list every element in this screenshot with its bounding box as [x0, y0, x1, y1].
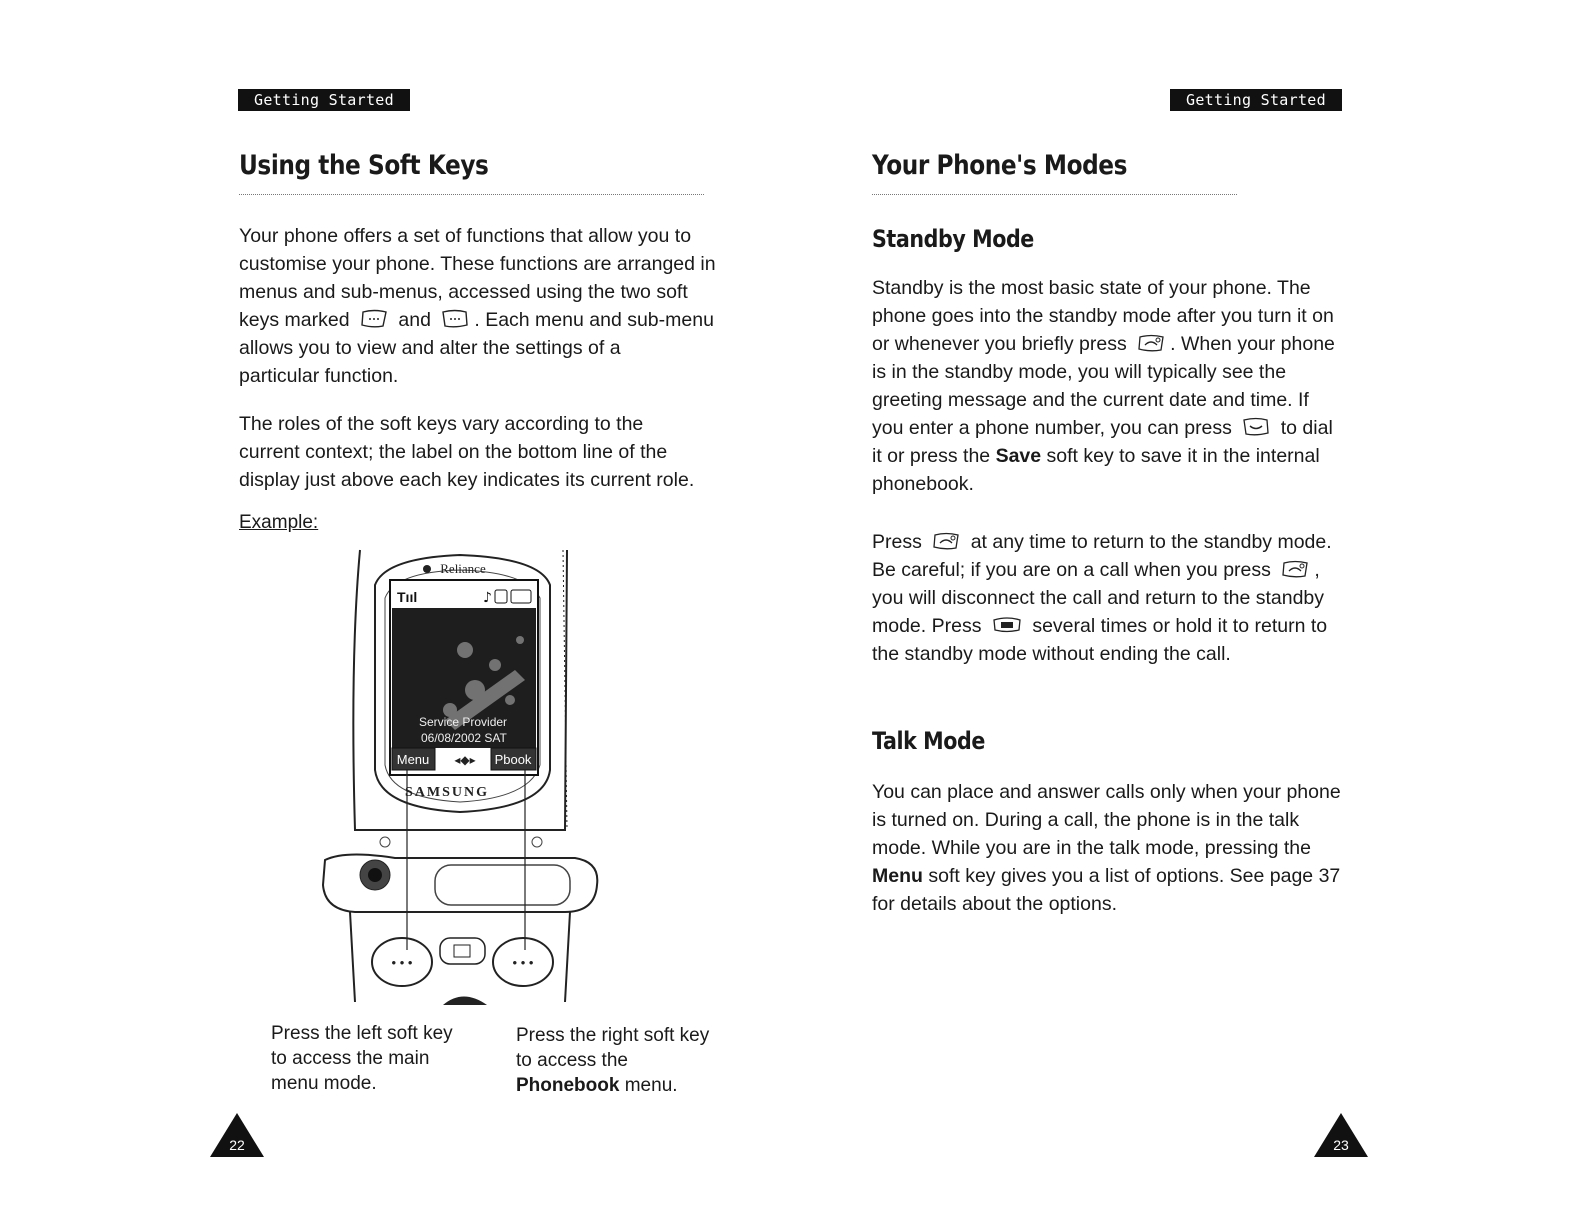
right-softkey-caption [516, 1023, 716, 1098]
left-softkey-caption: Press the left soft key to access the main menu mode. [271, 1023, 453, 1094]
text-fragment: Standby is the most basic state of your phone. The phone goes into the standby mode after you turn it on or whenever you briefly press [872, 277, 1334, 355]
right-page [792, 0, 1584, 1223]
text-fragment: to dial it or press the [872, 417, 1333, 467]
end-power-key-icon [1280, 559, 1310, 579]
text-line [239, 306, 719, 334]
page-title: Using the Soft Keys [239, 150, 489, 181]
title-divider [239, 194, 704, 195]
section-tab: Getting Started [1170, 89, 1342, 111]
text-fragment: . When your phone is in the standby mode, you will typically see the greeting message and the current date and time. If you enter a phone number, you can press [872, 333, 1335, 439]
ringer-icon: ♪ [483, 590, 492, 606]
key-dots: • • • [512, 955, 534, 970]
text-fragment: soft key to save it in the internal phonebook. [872, 445, 1320, 495]
section-tab: Getting Started [238, 89, 410, 111]
caption-text: menu. [624, 1075, 678, 1096]
text-fragment: , you will disconnect the call and return to the standby mode. Press [872, 559, 1325, 637]
send-key-icon [1241, 417, 1271, 437]
page-title: Your Phone's Modes [872, 150, 1128, 181]
screen-date-text: 06/08/2002 SAT [421, 731, 507, 745]
text-line: customise your phone. These functions are arranged in [239, 253, 716, 275]
clear-key-icon [991, 615, 1023, 635]
text-fragment: . Each menu and sub-menu [474, 309, 714, 331]
caption-bold-text: Phonebook [516, 1075, 620, 1096]
caption-text: Press the right soft key to access the [516, 1025, 710, 1071]
end-power-key-icon [1136, 333, 1166, 353]
standby-heading: Standby Mode [872, 225, 1034, 253]
intro-paragraph [239, 222, 719, 390]
right-soft-key-icon [440, 309, 470, 329]
page-number-marker [1312, 1111, 1370, 1159]
title-divider [872, 194, 1237, 195]
example-label: Example: [239, 512, 319, 533]
hinge-screw [380, 837, 390, 847]
bold-text: Menu [872, 865, 923, 887]
page-number: 23 [1333, 1137, 1349, 1153]
text-line: particular function. [239, 365, 399, 387]
nav-key [443, 997, 487, 1006]
camera-key [440, 938, 485, 964]
text-line: Your phone offers a set of functions that allow you to [239, 225, 692, 247]
signal-strength-icon: Tııl [397, 589, 418, 605]
text-fragment: several times or hold it to return to the standby mode without ending the call. [872, 615, 1328, 665]
carrier-logo-icon [423, 565, 431, 573]
text-line: menus and sub-menus, accessed using the two soft [239, 281, 688, 303]
text-line: allows you to view and alter the settings of a [239, 337, 621, 359]
standby-paragraph-1 [872, 274, 1342, 498]
page-number: 22 [229, 1137, 245, 1153]
hinge-screw [532, 837, 542, 847]
talk-paragraph [872, 778, 1342, 918]
key-dots: • • • [391, 955, 413, 970]
page-number-marker [208, 1111, 266, 1159]
phone-illustration [315, 540, 605, 1010]
text-fragment: at any time to return to the standby mode. Be careful; if you are on a call when you press [872, 531, 1332, 581]
right-softkey-label: Pbook [494, 752, 532, 767]
text-fragment: Press [872, 531, 922, 553]
screen-greeting-text: Service Provider [419, 715, 508, 729]
left-softkey-label: Menu [396, 752, 430, 767]
text-fragment: and [398, 309, 431, 331]
nav-arrows-icon: ◂◆▸ [454, 753, 476, 767]
talk-heading: Talk Mode [872, 727, 985, 755]
roles-paragraph: The roles of the soft keys vary according to the current context; the label on the bottom line of the display just above each key indicates its current role. [239, 413, 695, 491]
text-fragment: You can place and answer calls only when your phone is turned on. During a call, the phone is in the talk mode. While you are in the talk mode, pressing the [872, 781, 1341, 859]
brand-label: SAMSUNG [404, 785, 490, 800]
end-power-key-icon [931, 531, 961, 551]
bold-text: Save [995, 445, 1042, 467]
text-fragment: keys marked [239, 309, 350, 331]
standby-paragraph-2 [872, 528, 1342, 668]
carrier-label: Reliance [440, 561, 486, 576]
text-fragment: soft key gives you a list of options. See page 37 for details about the options. [872, 865, 1341, 915]
left-soft-key-icon [359, 309, 389, 329]
